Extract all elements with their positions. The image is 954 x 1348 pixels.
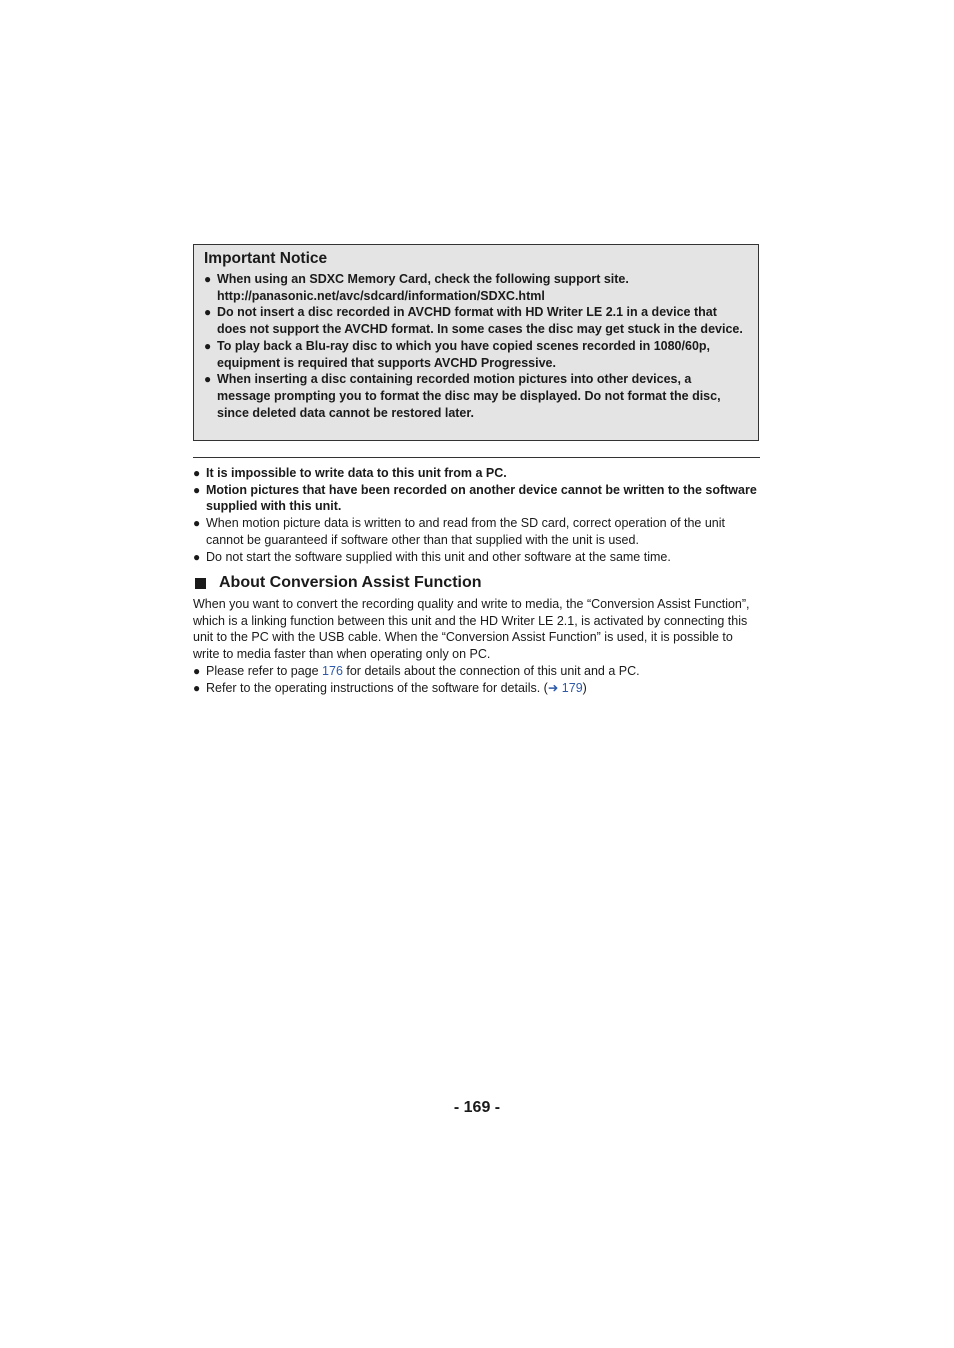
notice-item-text: When using an SDXC Memory Card, check the following support site. xyxy=(217,272,629,286)
notes-list xyxy=(193,465,760,565)
section-heading-text: About Conversion Assist Function xyxy=(219,574,482,591)
bullet-icon: ● xyxy=(193,482,201,497)
notice-title: Important Notice xyxy=(204,250,328,267)
notice-item-text: When inserting a disc containing recorded motion pictures into other devices, a message prompting you to format the disc may be displayed. Do not format the disc, since deleted data cannot be restored later. xyxy=(217,372,721,420)
bullet-icon: ● xyxy=(193,680,201,695)
note-text: Motion pictures that have been recorded on another device cannot be written to the software supplied with this unit. xyxy=(206,482,757,514)
notice-item-text: To play back a Blu-ray disc to which you have copied scenes recorded in 1080/60p, equipment is required that supports AVCHD Progressive. xyxy=(217,338,710,370)
page-176-link[interactable]: 176 xyxy=(322,663,343,678)
important-notice-box xyxy=(193,244,759,441)
conversion-bullets xyxy=(193,663,760,696)
black-square-icon xyxy=(195,578,206,589)
bullet-icon: ● xyxy=(193,516,201,531)
notes-section xyxy=(193,465,760,565)
notice-item xyxy=(204,271,748,304)
notice-item xyxy=(204,304,748,337)
bullet-icon: ● xyxy=(204,305,212,320)
note-item xyxy=(193,515,760,548)
bullet-text-after: ) xyxy=(582,680,587,695)
note-text: When motion picture data is written to and read from the SD card, correct operation of the unit cannot be guaranteed if software other than that supplied with the unit is used. xyxy=(206,516,726,547)
bullet-icon: ● xyxy=(204,338,212,353)
bullet-icon: ● xyxy=(193,549,201,564)
note-item xyxy=(193,482,760,515)
bullet-text-before: Please refer to page xyxy=(206,663,323,678)
section-divider xyxy=(193,457,760,458)
notice-item xyxy=(204,338,748,371)
conversion-body-text: When you want to convert the recording quality and write to media, the “Conversion Assist Function”, which is a linking function between this unit and the HD Writer LE 2.1, is activated by connecting this unit to the PC with the USB cable. When the “Conversion Assist Function” is used, it is possible to write to media faster than when operating only on PC. xyxy=(193,597,750,662)
note-text: Do not start the software supplied with this unit and other software at the same time. xyxy=(206,549,671,564)
note-item xyxy=(193,549,760,566)
conversion-bullet xyxy=(193,663,760,680)
bullet-icon: ● xyxy=(193,466,201,480)
conversion-assist-section xyxy=(193,596,760,696)
notice-item-text: Do not insert a disc recorded in AVCHD format with HD Writer LE 2.1 in a device that does not support the AVCHD format. In some cases the disc may get stuck in the device. xyxy=(217,305,743,337)
note-item xyxy=(193,465,760,482)
notice-list xyxy=(204,271,748,421)
bullet-text-before: Refer to the operating instructions of the software for details. ( xyxy=(206,680,548,695)
bullet-icon: ● xyxy=(193,663,201,678)
page-179-link[interactable]: ➜ 179 xyxy=(547,680,583,695)
page-number: - 169 - xyxy=(453,1099,501,1116)
bullet-icon: ● xyxy=(204,272,212,286)
bullet-text-after: for details about the connection of this unit and a PC. xyxy=(342,663,640,678)
bullet-icon: ● xyxy=(204,372,212,387)
support-site-url[interactable]: http://panasonic.net/avc/sdcard/information/SDXC.html xyxy=(217,288,545,303)
conversion-assist-heading xyxy=(193,573,760,593)
conversion-bullet xyxy=(193,680,760,697)
notice-item xyxy=(204,371,748,421)
note-text: It is impossible to write data to this unit from a PC. xyxy=(206,466,507,480)
